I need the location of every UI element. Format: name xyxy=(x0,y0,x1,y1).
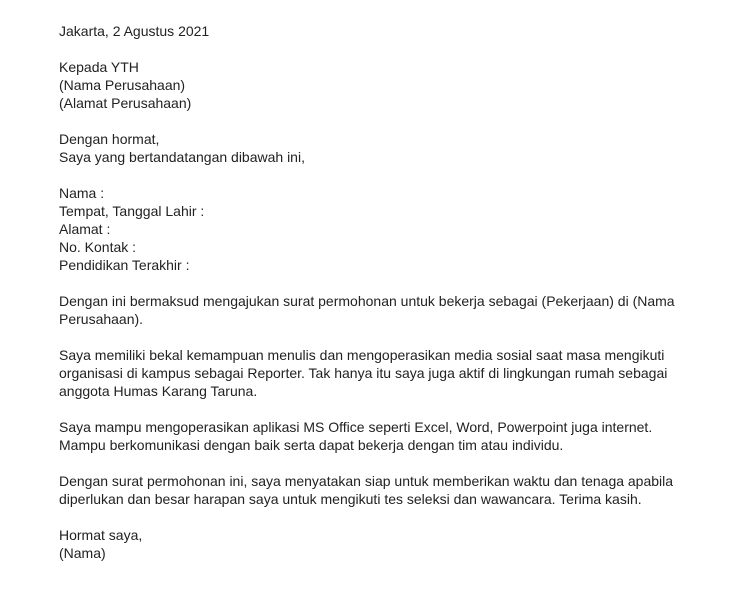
paragraph-line: Saya memiliki bekal kemampuan menulis dan mengoperasikan media sosial saat masa mengikuti xyxy=(59,347,665,363)
recipient-company-address: (Alamat Perusahaan) xyxy=(59,95,192,111)
applicant-fields xyxy=(59,184,719,274)
field-contact: No. Kontak : xyxy=(59,239,137,255)
spacer xyxy=(59,328,719,346)
field-education: Pendidikan Terakhir : xyxy=(59,257,190,273)
letter-document xyxy=(59,22,719,562)
spacer xyxy=(59,400,719,418)
recipient-block xyxy=(59,58,719,112)
greeting-block xyxy=(59,130,719,166)
paragraph-skills xyxy=(59,418,719,454)
spacer xyxy=(59,40,719,58)
paragraph-line: Saya mampu mengoperasikan aplikasi MS Office seperti Excel, Word, Powerpoint juga internet. xyxy=(59,419,653,435)
paragraph-line: organisasi di kampus sebagai Reporter. Tak hanya itu saya juga aktif di lingkungan rumah sebagai xyxy=(59,365,668,381)
spacer xyxy=(59,274,719,292)
field-address: Alamat : xyxy=(59,221,111,237)
field-name: Nama : xyxy=(59,185,105,201)
paragraph-line: Mampu berkomunikasi dengan baik serta dapat bekerja dengan tim atau individu. xyxy=(59,437,564,453)
recipient-salutation: Kepada YTH xyxy=(59,59,139,75)
paragraph-line: Dengan ini bermaksud mengajukan surat permohonan untuk bekerja sebagai (Pekerjaan) di (Nama xyxy=(59,293,675,309)
paragraph-experience xyxy=(59,346,719,400)
greeting-line: Dengan hormat, xyxy=(59,131,160,147)
intro-line: Saya yang bertandatangan dibawah ini, xyxy=(59,149,305,165)
spacer xyxy=(59,112,719,130)
paragraph-line: Perusahaan). xyxy=(59,311,144,327)
signature-block xyxy=(59,526,719,562)
spacer xyxy=(59,508,719,526)
spacer xyxy=(59,166,719,184)
spacer xyxy=(59,454,719,472)
closing-salutation: Hormat saya, xyxy=(59,527,143,543)
signer-name: (Nama) xyxy=(59,545,106,561)
field-birth: Tempat, Tanggal Lahir : xyxy=(59,203,205,219)
letter-date: Jakarta, 2 Agustus 2021 xyxy=(59,23,210,39)
paragraph-line: diperlukan dan besar harapan saya untuk mengikuti tes seleksi dan wawancara. Terima kasih. xyxy=(59,491,642,507)
paragraph-line: anggota Humas Karang Taruna. xyxy=(59,383,258,399)
paragraph-purpose xyxy=(59,292,719,328)
paragraph-closing xyxy=(59,472,719,508)
recipient-company-name: (Nama Perusahaan) xyxy=(59,77,186,93)
paragraph-line: Dengan surat permohonan ini, saya menyatakan siap untuk memberikan waktu dan tenaga apabila xyxy=(59,473,674,489)
